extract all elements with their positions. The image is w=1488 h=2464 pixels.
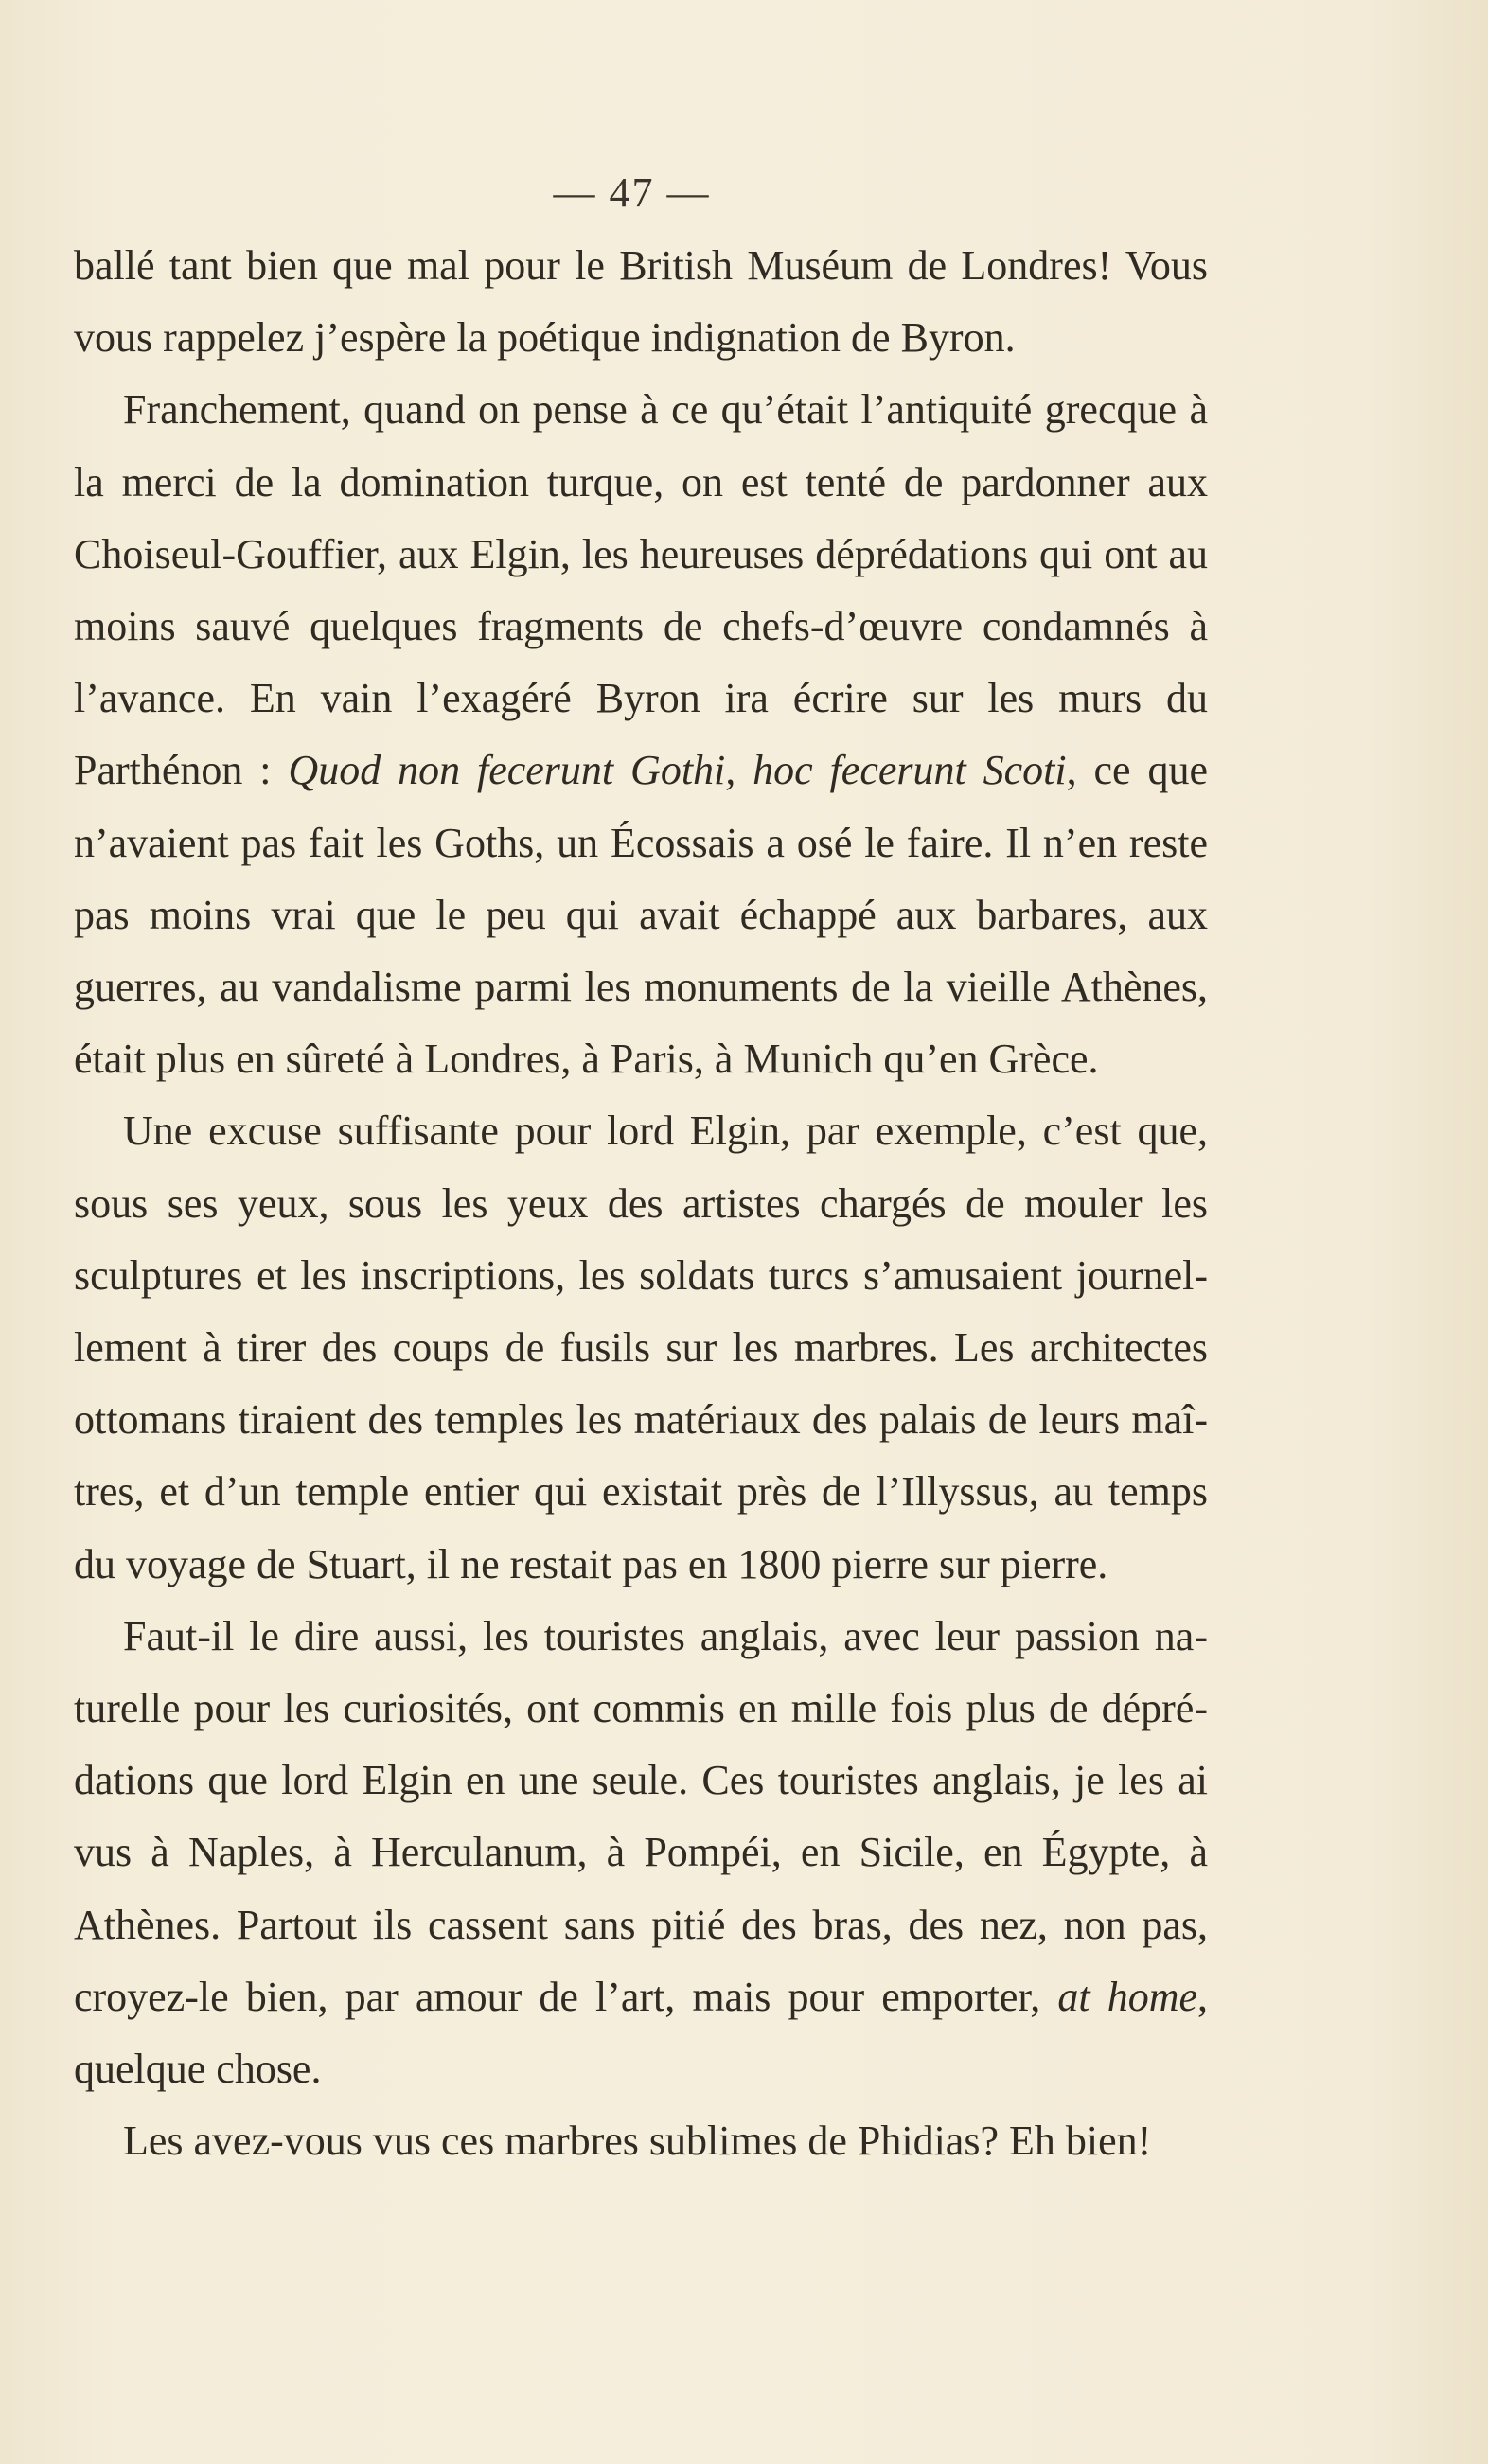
body-text (74, 230, 1208, 2177)
paragraph-4-text-before: Faut-il le dire aussi, les touristes anglais, avec leur passion na-turelle pour les curiosités, ont commis en mille fois plus de dépré-dations que lord Elgin en une seule. Ces touristes anglais, je les ai vus à Naples, à Herculanum, à Pompéi, en Sicile, en Égypte, à Athènes. Partout ils cassent sans pitié des bras, des nez, non pas, croyez-le bien, par amour de l’art, mais pour emporter, (74, 1612, 1208, 2020)
paragraph-2-text-before: Franchement, quand on pense à ce qu’était l’antiquité grecque à la merci de la domination turque, on est tenté de pardonner aux Choiseul-Gouffier, aux Elgin, les heureuses déprédations qui ont au moins sauvé quelques fragments de chefs-d’œuvre condamnés à l’avance. En vain l’exagéré Byron ira écrire sur les murs du Parthénon : (74, 386, 1208, 794)
page-number: — 47 — (553, 169, 711, 216)
paragraph-3: Une excuse suffisante pour lord Elgin, par exemple, c’est que, sous ses yeux, sous les yeux des artistes chargés de mouler les sculptures et les inscriptions, les soldats turcs s’amusaient journel-lement à tirer des coups de fusils sur les marbres. Les architectes ottomans tiraient des temples les matériaux des palais de leurs maî-tres, et d’un temple entier qui existait près de l’Illyssus, au temps du voyage de Stuart, il ne restait pas en 1800 pierre sur pierre. (74, 1108, 1208, 1587)
paragraph-2-latin-quote: Quod non fecerunt Gothi, hoc fecerunt Scoti (288, 747, 1067, 794)
paragraph-4-italic-phrase: at home (1057, 1973, 1198, 2020)
paragraph-4-text-after: , quelque chose. (74, 1973, 1209, 2093)
paragraph-4 (74, 1601, 1208, 2105)
paragraph-5: Les avez-vous vus ces marbres sublimes de Phidias? Eh bien! (123, 2118, 1152, 2165)
paragraph-1: ballé tant bien que mal pour le British Muséum de Londres! Vous vous rappelez j’espère la poétique indignation de Byron. (74, 242, 1208, 362)
paragraph-2-text-after: , ce que n’avaient pas fait les Goths, un Écossais a osé le faire. Il n’en reste pas moins vrai que le peu qui avait échappé aux barbares, aux guerres, au vandalisme parmi les monuments de la vieille Athènes, était plus en sûreté à Londres, à Paris, à Munich qu’en Grèce. (74, 747, 1209, 1083)
paragraph-2 (74, 374, 1208, 1095)
